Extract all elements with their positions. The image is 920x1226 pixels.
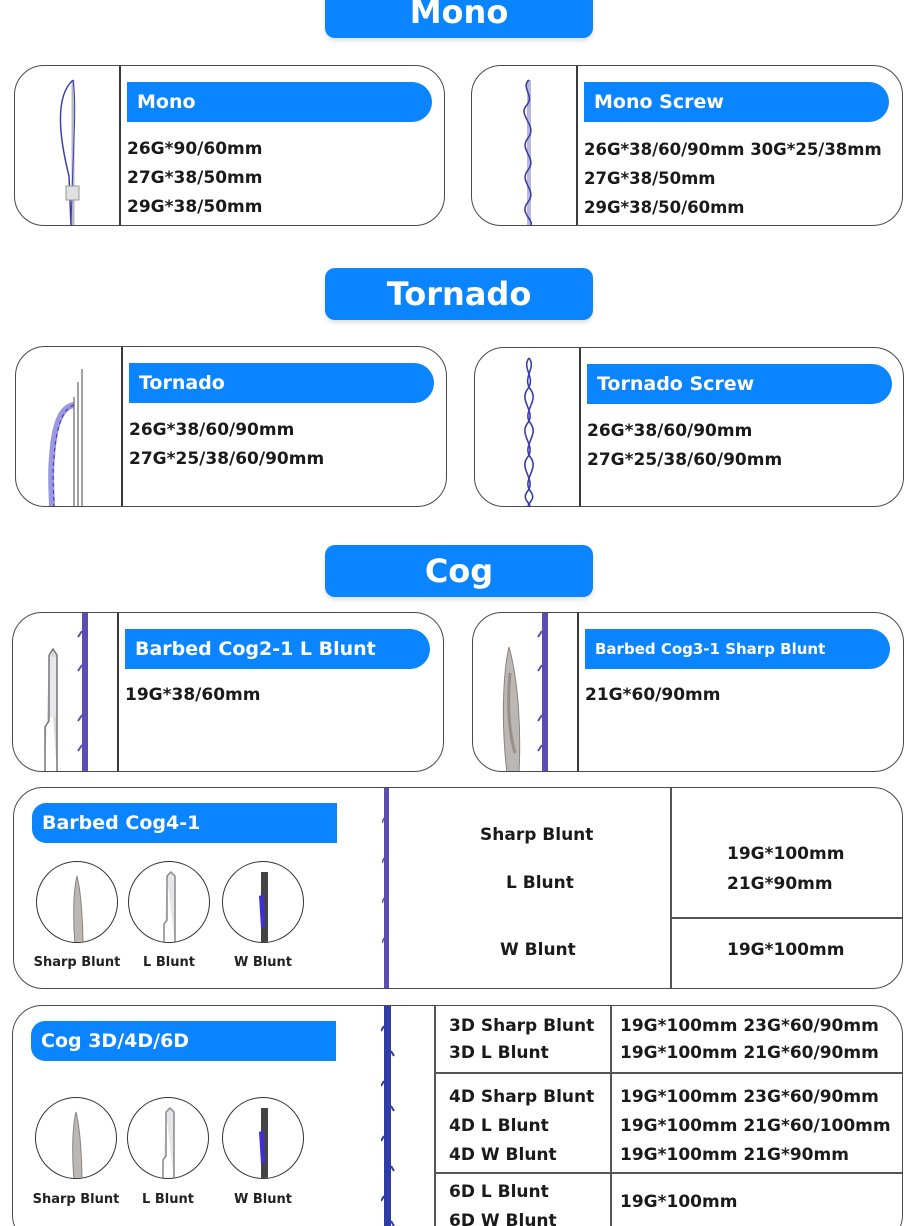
spec-line: 29G*38/50mm	[127, 197, 263, 217]
spec-line: 19G*100mm 21G*60/100mm	[620, 1116, 891, 1136]
cog2-needle-thread-icon	[13, 613, 117, 772]
product-card-cog2	[12, 612, 444, 772]
spec-line: 19G*38/60mm	[125, 685, 261, 705]
spec-line: 19G*100mm 21G*90mm	[620, 1145, 849, 1165]
spec-list-tornado	[129, 416, 324, 474]
sharp-blunt-needle-icon	[36, 861, 118, 943]
product-label-cog3: Barbed Cog3-1 Sharp Blunt	[585, 629, 890, 669]
spec-list-mono-screw	[584, 135, 882, 222]
cog3-needle-thread-icon	[473, 613, 577, 772]
needle-type-label: W Blunt	[234, 955, 292, 970]
spec-line: 21G*90mm	[727, 874, 833, 894]
spec-line: 26G*38/60/90mm	[587, 421, 753, 441]
product-card-cog3	[472, 612, 904, 772]
product-label-tornado-screw: Tornado Screw	[587, 364, 892, 404]
type-line: 6D W Blunt	[449, 1211, 557, 1226]
product-card-tornado-screw	[474, 347, 904, 507]
needle-type-label: W Blunt	[234, 1192, 292, 1207]
mono-screw-thread-icon	[472, 66, 576, 226]
spec-cell	[727, 839, 844, 899]
product-label-cog2: Barbed Cog2-1 L Blunt	[125, 629, 430, 669]
type-cell: Sharp Blunt	[480, 825, 594, 845]
section-title-cog: Cog	[325, 545, 593, 597]
spec-cell	[620, 1083, 891, 1170]
spec-line: 27G*38/50mm	[127, 168, 263, 188]
needle-type-label: Sharp Blunt	[32, 1192, 120, 1207]
spec-cell: 19G*100mm	[620, 1192, 738, 1212]
spec-line: 19G*100mm 21G*60/90mm	[620, 1043, 879, 1063]
product-label-cog3d: Cog 3D/4D/6D	[31, 1021, 336, 1061]
type-cell: L Blunt	[506, 873, 574, 893]
type-line: 4D W Blunt	[449, 1145, 557, 1165]
product-label-cog4: Barbed Cog4-1	[32, 803, 337, 843]
spec-list-mono	[127, 135, 262, 222]
spec-line: 26G*90/60mm	[127, 139, 263, 159]
spec-line: 26G*38/60/90mm 30G*25/38mm	[584, 140, 882, 159]
section-title-mono: Mono	[325, 0, 593, 38]
product-label-mono: Mono	[127, 82, 432, 122]
spec-list-cog3	[585, 681, 720, 710]
type-line: 4D L Blunt	[449, 1116, 549, 1136]
type-line: 4D Sharp Blunt	[449, 1087, 595, 1107]
spec-list-cog2	[125, 681, 260, 710]
product-card-tornado	[15, 346, 447, 507]
product-label-tornado: Tornado	[129, 363, 434, 403]
product-card-cog3d	[12, 1005, 903, 1226]
spec-list-tornado-screw	[587, 417, 782, 475]
spec-line: 26G*38/60/90mm	[129, 420, 295, 440]
section-title-tornado: Tornado	[325, 268, 593, 320]
needle-type-label: L Blunt	[142, 1192, 194, 1207]
type-cell	[449, 1013, 594, 1067]
spec-line: 21G*60/90mm	[585, 685, 721, 705]
type-cell: W Blunt	[500, 940, 576, 960]
tornado-screw-thread-icon	[475, 348, 579, 507]
sharp-blunt-needle-icon	[35, 1097, 117, 1179]
needle-type-label: L Blunt	[143, 955, 195, 970]
needle-type-label: Sharp Blunt	[33, 955, 121, 970]
type-cell	[449, 1083, 594, 1170]
type-line: 6D L Blunt	[449, 1182, 549, 1202]
mono-thread-icon	[15, 66, 119, 226]
barbed-thread-icon	[382, 788, 392, 989]
spec-line: 19G*100mm 23G*60/90mm	[620, 1087, 879, 1107]
multi-barbed-thread-icon	[381, 1006, 395, 1226]
spec-line: 19G*100mm	[727, 844, 845, 864]
spec-cell	[620, 1013, 879, 1067]
spec-line: 27G*38/50mm	[584, 169, 716, 188]
l-blunt-needle-icon	[128, 861, 210, 943]
spec-line: 27G*25/38/60/90mm	[129, 449, 325, 469]
tornado-thread-icon	[16, 347, 122, 507]
w-blunt-needle-icon	[222, 861, 304, 943]
product-card-cog4	[13, 787, 903, 989]
l-blunt-needle-icon	[127, 1097, 209, 1179]
type-line: 3D L Blunt	[449, 1043, 549, 1063]
w-blunt-needle-icon	[222, 1097, 304, 1179]
type-line: 3D Sharp Blunt	[449, 1016, 595, 1036]
product-label-mono-screw: Mono Screw	[584, 82, 889, 122]
type-cell	[449, 1178, 557, 1226]
product-card-mono-screw	[471, 65, 903, 226]
spec-line: 29G*38/50/60mm	[584, 198, 745, 217]
product-card-mono	[14, 65, 445, 226]
spec-line: 27G*25/38/60/90mm	[587, 450, 783, 470]
spec-line: 19G*100mm 23G*60/90mm	[620, 1016, 879, 1036]
spec-cell: 19G*100mm	[727, 940, 845, 960]
